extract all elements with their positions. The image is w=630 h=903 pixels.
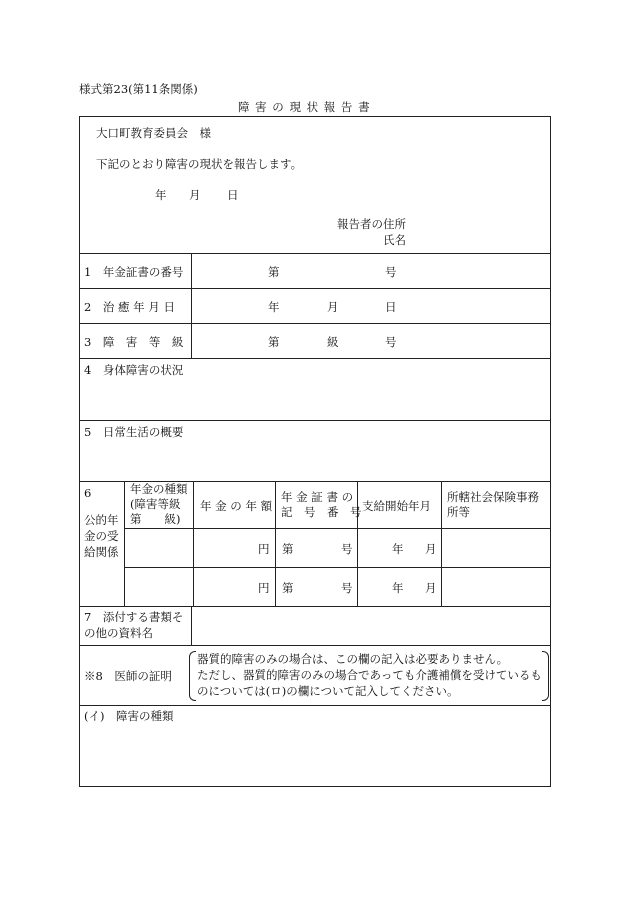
doctor-note-line-3: のについては(ロ)の欄について記入してください。 <box>197 684 459 698</box>
form-label: 様式第23(第11条関係) <box>79 82 198 96</box>
attachments-label-2: の他の資料名 <box>84 626 153 640</box>
pension-section-label-2: 金の受 <box>84 529 119 543</box>
pension-type-header-2: (障害等級 <box>130 497 181 511</box>
date-day[interactable]: 日 <box>227 188 239 202</box>
rule <box>79 358 551 359</box>
pension-start-month: 月 <box>425 581 437 595</box>
addressee: 大口町教育委員会 様 <box>96 126 211 140</box>
report-statement: 下記のとおり障害の現状を報告します。 <box>96 157 303 171</box>
pension-start-year: 年 <box>392 542 404 556</box>
cure-date-month: 月 <box>327 300 339 314</box>
rule <box>124 567 551 568</box>
pension-amount-yen: 円 <box>258 581 270 595</box>
doctor-note-line-1: 器質的障害のみの場合は、この欄の記入は必要ありません。 <box>197 652 509 666</box>
rule <box>79 288 551 289</box>
rule <box>441 481 442 606</box>
pension-cert-dai: 第 <box>282 542 294 556</box>
rule <box>79 645 551 646</box>
pension-office-header-2: 所等 <box>447 505 470 519</box>
pension-start-month: 月 <box>425 542 437 556</box>
rule <box>79 253 551 254</box>
grade-go: 号 <box>385 335 397 349</box>
doctor-note-line-2: ただし、器質的障害のみの場合であっても介護補償を受けているも <box>197 668 542 682</box>
grade-label: 3 障 害 等 級 <box>84 335 184 349</box>
rule <box>191 606 192 645</box>
cure-date-year: 年 <box>268 300 280 314</box>
pension-office-header-1: 所轄社会保険事務 <box>447 490 539 504</box>
pension-type-header-1: 年金の種類 <box>130 482 188 496</box>
rule <box>79 606 551 607</box>
doctor-certificate-label: ※8 医師の証明 <box>84 669 172 683</box>
pension-amount-yen: 円 <box>258 542 270 556</box>
reporter-name-label: 氏名 <box>383 233 406 247</box>
rule <box>124 481 125 606</box>
pension-cert-go: 号 <box>341 542 353 556</box>
rule <box>193 481 194 606</box>
pension-no-dai: 第 <box>268 265 280 279</box>
pension-section-label-3: 給関係 <box>84 545 119 559</box>
rule <box>275 481 276 606</box>
pension-amount-header: 年 金 の 年 額 <box>200 499 273 513</box>
attachments-label-1: 7 添付する書類そ <box>84 610 184 624</box>
pension-cert-header-1: 年 金 証 書 の <box>281 490 354 504</box>
physical-condition-label: 4 身体障害の状況 <box>84 363 184 377</box>
pension-section-number: 6 <box>84 486 92 500</box>
pension-start-year: 年 <box>392 581 404 595</box>
daily-life-label: 5 日常生活の概要 <box>84 425 184 439</box>
rule <box>357 481 358 606</box>
rule <box>124 528 551 529</box>
disability-type-label: (イ) 障害の種類 <box>84 709 174 723</box>
grade-dai: 第 <box>268 335 280 349</box>
pension-cert-header-2: 記 号 番 号 <box>281 505 362 519</box>
cure-date-label: 2 治 癒 年 月 日 <box>84 300 175 314</box>
reporter-address-label: 報告者の住所 <box>337 217 406 231</box>
pension-cert-go: 号 <box>341 581 353 595</box>
pension-no-label: 1 年金証書の番号 <box>84 265 184 279</box>
pension-start-header: 支給開始年月 <box>362 499 431 513</box>
pension-section-label-1: 公的年 <box>84 513 119 527</box>
rule <box>79 323 551 324</box>
date-year[interactable]: 年 <box>155 188 167 202</box>
page-title: 障 害 の 現 状 報 告 書 <box>238 100 371 114</box>
rule <box>79 705 551 706</box>
pension-no-go: 号 <box>385 265 397 279</box>
pension-cert-dai: 第 <box>282 581 294 595</box>
grade-kyu: 級 <box>327 335 339 349</box>
rule <box>191 253 192 358</box>
date-month[interactable]: 月 <box>189 188 201 202</box>
note-bracket-left <box>189 651 196 701</box>
note-bracket-right <box>542 651 549 701</box>
pension-type-header-3: 第 級) <box>130 512 181 526</box>
cure-date-day: 日 <box>385 300 397 314</box>
rule <box>79 420 551 421</box>
